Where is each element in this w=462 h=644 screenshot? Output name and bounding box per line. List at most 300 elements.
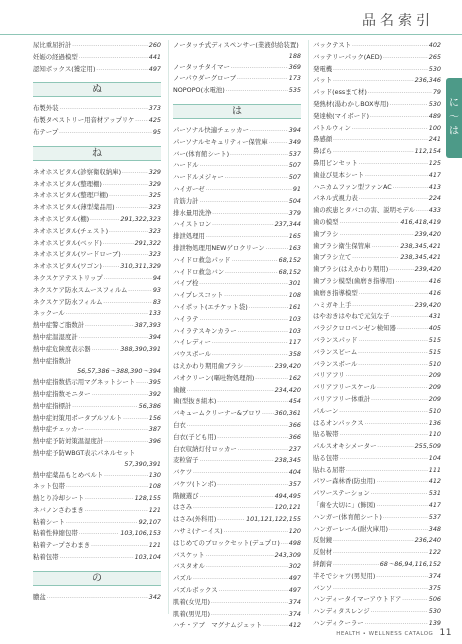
leader-dots bbox=[193, 467, 288, 479]
index-entry[interactable] bbox=[33, 470, 161, 482]
leader-dots bbox=[217, 514, 245, 526]
index-entry[interactable] bbox=[173, 550, 301, 562]
leader-dots bbox=[60, 552, 134, 564]
leader-dots bbox=[377, 382, 428, 394]
index-entry[interactable] bbox=[33, 436, 161, 448]
index-entry[interactable] bbox=[313, 488, 441, 500]
entry-page-numbers: 234,420 bbox=[274, 385, 301, 394]
index-entry[interactable] bbox=[313, 193, 441, 205]
index-entry[interactable] bbox=[313, 134, 441, 146]
entry-name: バウスボール bbox=[173, 350, 212, 359]
index-entry[interactable] bbox=[173, 420, 301, 432]
index-entry[interactable] bbox=[33, 249, 161, 261]
entry-page-numbers: 260 bbox=[148, 41, 161, 49]
index-entry[interactable] bbox=[313, 559, 441, 571]
index-entry[interactable] bbox=[173, 432, 301, 444]
entry-page-numbers: 433 bbox=[428, 206, 441, 215]
index-entry[interactable] bbox=[173, 73, 301, 85]
index-entry[interactable] bbox=[313, 99, 441, 111]
entry-name: 歯の模型 bbox=[313, 217, 339, 226]
entry-page-numbers: 323 bbox=[148, 226, 161, 235]
entry-page-numbers: 209 bbox=[428, 371, 441, 380]
entry-page-numbers: 374 bbox=[288, 609, 301, 618]
section-heading: は bbox=[173, 104, 301, 119]
page-footer bbox=[336, 628, 452, 638]
index-entry[interactable] bbox=[173, 408, 301, 420]
index-entry[interactable] bbox=[313, 264, 441, 276]
leader-dots bbox=[92, 344, 120, 356]
index-entry[interactable] bbox=[173, 609, 301, 621]
leader-dots bbox=[416, 205, 428, 217]
index-entry[interactable] bbox=[173, 585, 301, 597]
leader-dots bbox=[250, 125, 288, 137]
entry-name: パズル bbox=[173, 574, 193, 583]
index-entry[interactable] bbox=[313, 75, 441, 87]
entry-name: ネオホスピタル(棚) bbox=[33, 214, 90, 223]
leader-dots bbox=[333, 146, 413, 158]
index-entry[interactable] bbox=[313, 441, 441, 453]
entry-name: 妊娠の経過模型 bbox=[33, 52, 78, 61]
entry-page-numbers: 379 bbox=[288, 208, 301, 217]
index-entry[interactable] bbox=[173, 290, 301, 302]
entry-page-numbers: 291,322,323 bbox=[120, 214, 161, 223]
entry-name: ネオホスピタル(ワゴン) bbox=[33, 262, 102, 271]
index-entry[interactable] bbox=[173, 396, 301, 408]
index-entry[interactable] bbox=[313, 323, 441, 335]
entry-page-numbers: 416 bbox=[428, 276, 441, 285]
entry-name: 熱とり冷却シート bbox=[33, 494, 85, 503]
entry-page-numbers: 515 bbox=[428, 347, 441, 356]
index-entry[interactable] bbox=[313, 288, 441, 300]
entry-name: パズルボックス bbox=[173, 586, 218, 595]
entry-page-numbers: 165 bbox=[288, 232, 301, 241]
index-entry[interactable] bbox=[313, 217, 441, 229]
index-entry[interactable] bbox=[33, 308, 161, 320]
leader-dots bbox=[219, 585, 288, 597]
entry-page-numbers: 494,495 bbox=[274, 491, 301, 500]
index-entry[interactable] bbox=[313, 359, 441, 371]
entry-name: ネオホスピタル(薄型薬品用) bbox=[33, 203, 115, 212]
entry-name: 熱中症指数計 bbox=[33, 356, 72, 365]
index-entry[interactable] bbox=[33, 261, 161, 273]
entry-page-numbers: 497 bbox=[148, 64, 161, 73]
entry-page-numbers: 93 bbox=[152, 285, 161, 294]
leader-dots bbox=[376, 571, 427, 583]
leader-dots bbox=[85, 320, 133, 332]
entry-name: ネバノンさわまき bbox=[33, 505, 84, 514]
entry-name: ネオホスピタル(ベッド) bbox=[33, 238, 102, 247]
entry-name: NOPOPO(水電池) bbox=[173, 86, 225, 95]
index-entry[interactable] bbox=[173, 137, 301, 149]
index-entry[interactable] bbox=[33, 493, 161, 505]
entry-name: バリアフリ bbox=[313, 371, 345, 380]
entry-name: バランスボール bbox=[313, 359, 358, 368]
index-entry[interactable] bbox=[173, 620, 301, 632]
leader-dots bbox=[211, 609, 288, 621]
entry-page-numbers: 130 bbox=[148, 470, 161, 479]
index-entry[interactable] bbox=[313, 429, 441, 441]
entry-name: 歯鏡 bbox=[173, 385, 186, 394]
entry-page-numbers: 239,420 bbox=[274, 361, 301, 370]
leader-dots bbox=[206, 561, 288, 573]
entry-name: 白衣(子ども用) bbox=[173, 432, 217, 441]
leader-dots bbox=[116, 202, 148, 214]
entry-page-numbers: 237 bbox=[288, 444, 301, 453]
entry-page-numbers: 395 bbox=[148, 378, 161, 387]
leader-dots bbox=[383, 52, 428, 64]
index-entry[interactable] bbox=[173, 125, 301, 137]
index-entry[interactable] bbox=[313, 476, 441, 488]
index-entry[interactable] bbox=[33, 273, 161, 285]
leader-dots bbox=[340, 229, 414, 241]
entry-page-numbers: 388,390,391 bbox=[120, 344, 161, 353]
index-entry[interactable] bbox=[33, 448, 161, 459]
index-entry[interactable] bbox=[33, 377, 161, 389]
index-entry[interactable] bbox=[33, 505, 161, 517]
leader-dots bbox=[206, 231, 288, 243]
entry-page-numbers: 387 bbox=[148, 425, 161, 434]
index-entry[interactable] bbox=[313, 146, 441, 158]
index-entry[interactable] bbox=[173, 184, 301, 196]
leader-dots bbox=[244, 361, 273, 373]
leader-dots bbox=[333, 583, 428, 595]
index-entry[interactable] bbox=[173, 160, 301, 172]
index-entry[interactable] bbox=[173, 538, 301, 550]
entry-name: 鼻感顔 bbox=[313, 135, 333, 144]
index-entry[interactable] bbox=[33, 52, 161, 64]
entry-name: ネオホスピタル(整理棚) bbox=[33, 179, 102, 188]
index-entry[interactable] bbox=[313, 453, 441, 465]
entry-page-numbers: 497 bbox=[288, 586, 301, 595]
leader-dots bbox=[358, 359, 427, 371]
entry-name: 歯の疾患とタバコの害、説明モデル bbox=[313, 206, 415, 215]
entry-page-numbers: 103,104 bbox=[134, 553, 161, 562]
index-entry[interactable] bbox=[313, 123, 441, 135]
entry-name: 絆創膏 bbox=[313, 560, 333, 569]
index-entry[interactable] bbox=[33, 401, 161, 413]
index-entry[interactable] bbox=[33, 285, 161, 297]
entry-page-numbers: 416,418,419 bbox=[400, 217, 441, 226]
index-entry[interactable] bbox=[313, 418, 441, 430]
entry-page-numbers: 342 bbox=[148, 592, 161, 601]
index-entry[interactable] bbox=[173, 231, 301, 243]
leader-dots bbox=[352, 252, 399, 264]
entry-page-numbers: 417 bbox=[428, 170, 441, 179]
entry-name: ハイガーゼ bbox=[173, 184, 205, 193]
index-side-tab[interactable] bbox=[446, 78, 462, 158]
index-entry[interactable] bbox=[313, 547, 441, 559]
index-entry[interactable] bbox=[173, 208, 301, 220]
entry-page-numbers: 530 bbox=[428, 64, 441, 73]
index-entry[interactable] bbox=[313, 583, 441, 595]
index-entry[interactable] bbox=[33, 552, 161, 564]
entry-page-numbers: 530 bbox=[428, 607, 441, 616]
entry-page-numbers: 68,152 bbox=[278, 255, 301, 264]
leader-dots bbox=[193, 573, 288, 585]
index-entry[interactable] bbox=[313, 465, 441, 477]
leader-dots bbox=[103, 297, 151, 309]
entry-page-numbers: 79 bbox=[432, 88, 441, 97]
index-entry[interactable] bbox=[313, 394, 441, 406]
entry-name: パネル式視力表 bbox=[313, 194, 358, 203]
leader-dots bbox=[103, 261, 119, 273]
leader-dots bbox=[212, 349, 288, 361]
entry-page-numbers: 374 bbox=[288, 597, 301, 606]
column-divider bbox=[308, 40, 309, 614]
entry-page-numbers: 239,420 bbox=[414, 300, 441, 309]
leader-dots bbox=[333, 535, 413, 547]
entry-name: 尿比重屈折計 bbox=[33, 41, 72, 49]
index-entry[interactable] bbox=[313, 594, 441, 606]
index-entry[interactable] bbox=[313, 241, 441, 253]
index-entry[interactable] bbox=[33, 517, 161, 529]
index-entry[interactable] bbox=[313, 276, 441, 288]
leader-dots bbox=[200, 455, 274, 467]
index-entry[interactable] bbox=[173, 385, 301, 397]
leader-dots bbox=[377, 500, 428, 512]
entry-name: 鼻用ピンセット bbox=[313, 158, 358, 167]
index-entry[interactable] bbox=[173, 40, 301, 51]
entry-page-numbers: 104 bbox=[428, 453, 441, 462]
entry-name: バランスビーム bbox=[313, 347, 358, 356]
index-entry[interactable] bbox=[33, 297, 161, 309]
entry-name: 粘着包帯 bbox=[33, 553, 59, 562]
entry-page-numbers: 396 bbox=[148, 437, 161, 446]
index-entry[interactable] bbox=[313, 205, 441, 217]
index-entry[interactable] bbox=[33, 40, 161, 52]
entry-page-numbers: 236,240 bbox=[414, 536, 441, 545]
index-entry[interactable] bbox=[173, 479, 301, 491]
index-entry[interactable] bbox=[173, 561, 301, 573]
leader-dots bbox=[72, 401, 137, 413]
entry-name: 熱中症指標計 bbox=[33, 401, 72, 410]
index-entry[interactable] bbox=[33, 528, 161, 540]
index-entry[interactable] bbox=[313, 571, 441, 583]
entry-page-numbers: 103 bbox=[288, 326, 301, 335]
index-entry[interactable] bbox=[173, 267, 301, 279]
entry-page-numbers: 291,322 bbox=[134, 238, 161, 247]
index-entry[interactable] bbox=[173, 314, 301, 326]
index-entry[interactable] bbox=[173, 62, 301, 74]
index-entry[interactable] bbox=[33, 344, 161, 356]
index-entry[interactable] bbox=[33, 226, 161, 238]
leader-dots bbox=[371, 606, 428, 618]
entry-name: 反射材 bbox=[313, 548, 333, 557]
entry-name: 熱中症温湿度計 bbox=[33, 332, 78, 341]
index-entry[interactable] bbox=[33, 413, 161, 425]
entry-page-numbers: 405 bbox=[428, 324, 441, 333]
entry-page-numbers: 373 bbox=[148, 104, 161, 113]
index-entry[interactable] bbox=[33, 115, 161, 127]
index-entry[interactable] bbox=[313, 111, 441, 123]
entry-name: ハンガーレール(耐火庫用) bbox=[313, 524, 389, 533]
entry-name: バスケット bbox=[173, 550, 205, 559]
leader-dots bbox=[224, 290, 287, 302]
leader-dots bbox=[217, 396, 287, 408]
leader-dots bbox=[402, 594, 427, 606]
leader-dots bbox=[224, 526, 288, 538]
entry-name: 貼れる屈帯 bbox=[313, 465, 345, 474]
entry-name: 粘着性伸縮包帯 bbox=[33, 529, 78, 538]
index-entry[interactable] bbox=[173, 349, 301, 361]
leader-dots bbox=[109, 226, 148, 238]
index-entry[interactable] bbox=[173, 573, 301, 585]
leader-dots bbox=[237, 73, 288, 85]
index-entry[interactable] bbox=[313, 311, 441, 323]
index-entry[interactable] bbox=[173, 149, 301, 161]
entry-name: 発電機 bbox=[313, 64, 333, 73]
entry-page-numbers: 413 bbox=[428, 182, 441, 191]
index-entry[interactable] bbox=[173, 491, 301, 503]
entry-page-numbers: 173 bbox=[288, 74, 301, 83]
index-entry[interactable] bbox=[173, 526, 301, 538]
index-entry[interactable] bbox=[33, 481, 161, 493]
index-entry[interactable] bbox=[173, 514, 301, 526]
index-entry[interactable] bbox=[173, 455, 301, 467]
index-entry[interactable] bbox=[313, 512, 441, 524]
index-entry[interactable] bbox=[313, 182, 441, 194]
entry-name: バラジクロロベンゼン検知器 bbox=[313, 324, 396, 333]
index-entry[interactable] bbox=[33, 190, 161, 202]
index-entry[interactable] bbox=[313, 370, 441, 382]
entry-page-numbers: 100 bbox=[428, 123, 441, 132]
leader-dots bbox=[217, 432, 287, 444]
index-entry[interactable] bbox=[173, 196, 301, 208]
leader-dots bbox=[389, 524, 428, 536]
index-entry[interactable] bbox=[173, 302, 301, 314]
index-entry[interactable] bbox=[33, 127, 161, 139]
entry-name: 鼻ばら bbox=[313, 147, 333, 156]
index-entry[interactable] bbox=[173, 172, 301, 184]
index-entry[interactable] bbox=[33, 332, 161, 344]
index-entry[interactable] bbox=[33, 167, 161, 179]
entry-page-numbers: 68,152 bbox=[278, 267, 301, 276]
index-entry[interactable] bbox=[313, 535, 441, 547]
index-entry[interactable] bbox=[313, 229, 441, 241]
entry-name: ノーパウダーグローブ bbox=[173, 74, 237, 83]
entry-name: バリアフリースケール bbox=[313, 383, 377, 392]
index-entry[interactable] bbox=[33, 214, 161, 226]
entry-name: 布製外装 bbox=[33, 104, 59, 113]
index-entry[interactable] bbox=[313, 382, 441, 394]
entry-name: 熱中症チェッカー bbox=[33, 425, 84, 434]
entry-name: 排水量用洗浄 bbox=[173, 208, 212, 217]
leader-dots bbox=[377, 476, 428, 488]
index-entry[interactable] bbox=[313, 252, 441, 264]
leader-dots bbox=[187, 385, 274, 397]
index-entry[interactable] bbox=[313, 158, 441, 170]
leader-dots bbox=[396, 276, 428, 288]
index-entry[interactable] bbox=[313, 300, 441, 312]
index-entry[interactable] bbox=[33, 238, 161, 250]
entry-name: 麦粒留子 bbox=[173, 456, 199, 465]
index-entry[interactable] bbox=[33, 424, 161, 436]
leader-dots bbox=[206, 184, 292, 196]
index-entry[interactable] bbox=[33, 103, 161, 115]
leader-dots bbox=[377, 441, 413, 453]
header-rule bbox=[0, 34, 462, 35]
index-entry[interactable] bbox=[313, 524, 441, 536]
index-entry[interactable] bbox=[173, 444, 301, 456]
leader-dots bbox=[47, 592, 148, 604]
index-entry[interactable] bbox=[313, 87, 441, 99]
entry-name: ネオホスピタル(整理戸棚) bbox=[33, 191, 109, 200]
index-entry[interactable] bbox=[173, 85, 301, 97]
entry-page-numbers: 375 bbox=[428, 583, 441, 592]
entry-page-numbers: 504 bbox=[288, 196, 301, 205]
index-entry[interactable] bbox=[173, 502, 301, 514]
index-entry[interactable] bbox=[173, 243, 301, 255]
index-entry[interactable] bbox=[313, 52, 441, 64]
leader-dots bbox=[340, 429, 428, 441]
leader-dots bbox=[365, 418, 428, 430]
index-entry[interactable] bbox=[173, 278, 301, 290]
page-title: 品名索引 bbox=[362, 13, 434, 29]
index-entry[interactable] bbox=[173, 467, 301, 479]
leader-dots bbox=[393, 182, 428, 194]
entry-page-numbers: 241 bbox=[428, 135, 441, 144]
entry-page-numbers: 117 bbox=[288, 338, 301, 347]
leader-dots bbox=[359, 288, 428, 300]
entry-name: 認知ボックス(獲定用) bbox=[33, 64, 96, 73]
entry-name: 布製タペストリー用音材アップリケ bbox=[33, 116, 135, 125]
index-entry[interactable] bbox=[173, 337, 301, 349]
index-entry[interactable] bbox=[173, 597, 301, 609]
entry-name: バケツ bbox=[173, 468, 193, 477]
index-entry[interactable] bbox=[33, 64, 161, 76]
index-entry[interactable] bbox=[33, 389, 161, 401]
leader-dots bbox=[92, 389, 148, 401]
index-entry[interactable] bbox=[313, 606, 441, 618]
entry-page-numbers: 357 bbox=[288, 479, 301, 488]
leader-dots bbox=[255, 373, 287, 385]
entry-name: ハサミ(ナーイス) bbox=[173, 527, 223, 536]
leader-dots bbox=[383, 512, 428, 524]
leader-dots bbox=[136, 377, 148, 389]
index-entry[interactable] bbox=[173, 361, 301, 373]
leader-dots bbox=[225, 267, 278, 279]
index-entry[interactable] bbox=[313, 347, 441, 359]
index-entry[interactable] bbox=[313, 64, 441, 76]
index-entry[interactable] bbox=[33, 592, 161, 604]
entry-name: ネックール bbox=[33, 309, 65, 318]
entry-name: はやおきはやねで元気な子 bbox=[313, 312, 390, 321]
entry-page-numbers: 310,311,329 bbox=[120, 262, 161, 271]
index-entry[interactable] bbox=[313, 406, 441, 418]
index-entry[interactable] bbox=[313, 335, 441, 347]
index-entry[interactable] bbox=[173, 219, 301, 231]
index-entry[interactable] bbox=[313, 500, 441, 512]
entry-name: ノータッチタイマー bbox=[173, 62, 230, 71]
leader-dots bbox=[212, 219, 273, 231]
index-entry[interactable] bbox=[33, 202, 161, 214]
entry-name: パット bbox=[313, 76, 333, 85]
entry-name: ハンディクーラー bbox=[313, 619, 364, 628]
index-entry[interactable] bbox=[33, 540, 161, 552]
index-entry[interactable] bbox=[33, 356, 161, 367]
index-entry[interactable] bbox=[173, 373, 301, 385]
index-entry[interactable] bbox=[33, 320, 161, 332]
entry-page-numbers: 417 bbox=[428, 501, 441, 510]
entry-name: 半そでシャツ(男児用) bbox=[313, 571, 376, 580]
index-entry[interactable] bbox=[173, 255, 301, 267]
entry-name: ネクスケア防水スムースフィルム bbox=[33, 285, 128, 294]
index-entry[interactable] bbox=[173, 326, 301, 338]
leader-dots bbox=[199, 278, 287, 290]
index-entry[interactable] bbox=[33, 179, 161, 191]
index-entry[interactable] bbox=[313, 170, 441, 182]
index-entry[interactable] bbox=[313, 40, 441, 52]
